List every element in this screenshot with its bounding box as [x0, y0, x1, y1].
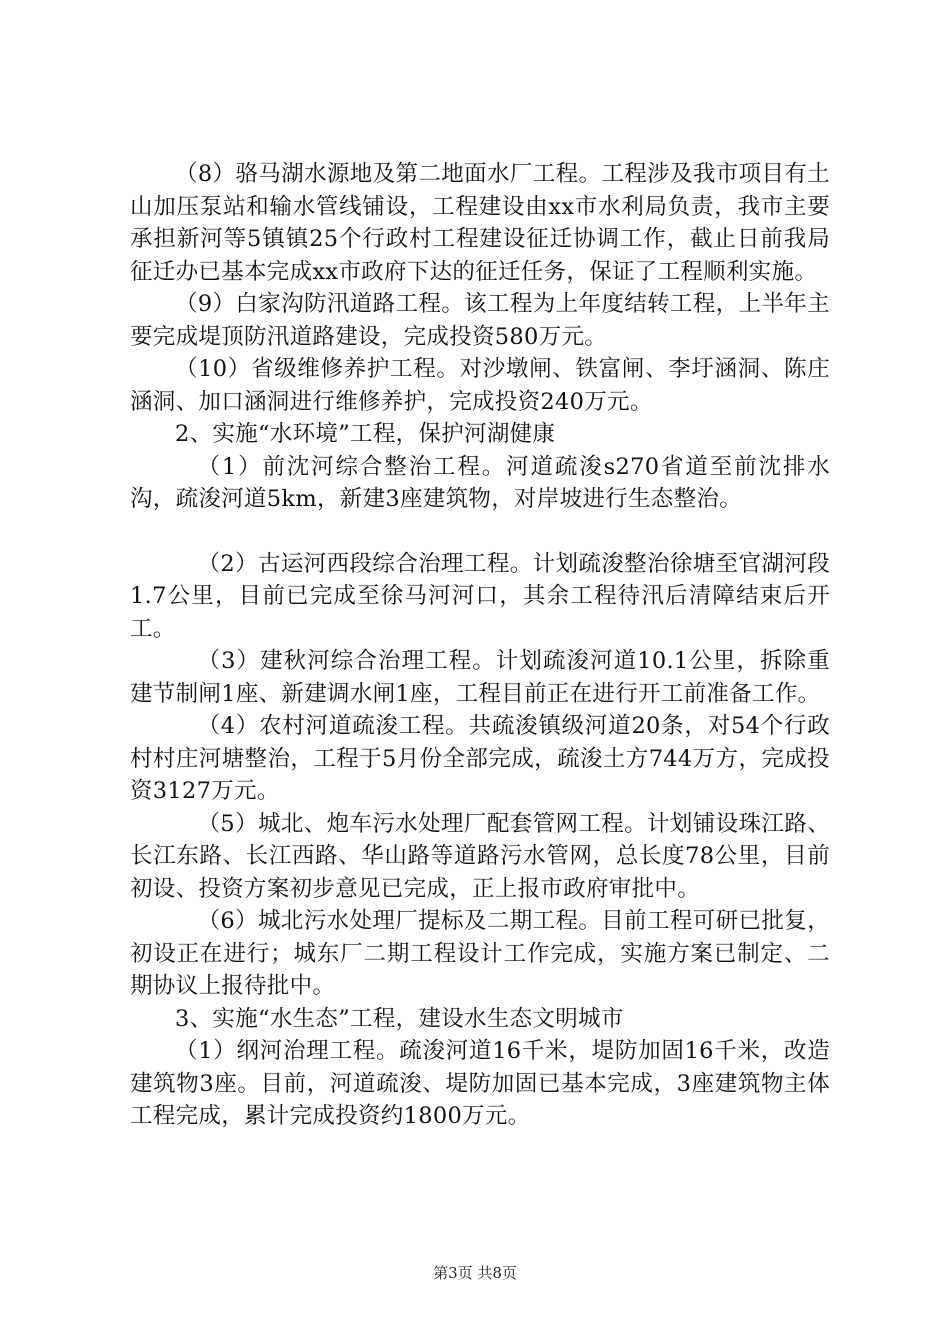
paragraph-10: （10）省级维修养护工程。对沙墩闸、铁富闸、李圩涵洞、陈庄涵洞、加口涵洞进行维修养护，完成投资240万元。: [130, 356, 830, 415]
paragraph-env-2: （2）古运河西段综合治理工程。计划疏浚整治徐塘至官湖河段1.7公里，目前已完成至徐马河河口，其余工程待汛后清障结束后开工。: [130, 550, 830, 642]
section-heading-water-ecology: 3、实施“水生态”工程，建设水生态文明城市: [175, 1005, 624, 1032]
section-heading-water-environment: 2、实施“水环境”工程，保护河湖健康: [175, 421, 556, 447]
paragraph-env-3: （3）建秋河综合治理工程。计划疏浚河道10.1公里，拆除重建节制闸1座、新建调水闸1座，工程目前正在进行开工前准备工作。: [130, 648, 830, 707]
page-number-footer: 第3页 共8页: [433, 1264, 517, 1282]
paragraph-8: （8）骆马湖水源地及第二地面水厂工程。工程涉及我市项目有土山加压泵站和输水管线铺设，工程建设由xx市水利局负责，我市主要承担新河等5镇镇25个行政村工程建设征迁协调工作，截止日前我局征迁办已基本完成xx市政府下达的征迁任务，保证了工程顺利实施。: [130, 161, 830, 285]
document-body: [130, 158, 830, 1133]
paragraph-9: （9）白家沟防汛道路工程。该工程为上年度结转工程，上半年主要完成堤顶防汛道路建设，完成投资580万元。: [130, 291, 830, 350]
paragraph-env-4: （4）农村河道疏浚工程。共疏浚镇级河道20条，对54个行政村村庄河塘整治，工程于5月份全部完成，疏浚土方744万方，完成投资3127万元。: [130, 713, 830, 804]
paragraph-env-5: （5）城北、炮车污水处理厂配套管网工程。计划铺设珠江路、长江东路、长江西路、华山路等道路污水管网，总长度78公里，目前初设、投资方案初步意见已完成，正上报市政府审批中。: [130, 810, 830, 902]
paragraph-env-1: （1）前沈河综合整治工程。河道疏浚s270省道至前沈排水沟，疏浚河道5km，新建3座建筑物，对岸坡进行生态整治。: [130, 453, 830, 512]
paragraph-eco-1: （1）纲河治理工程。疏浚河道16千米，堤防加固16千米，改造建筑物3座。目前，河道疏浚、堤防加固已基本完成，3座建筑物主体工程完成，累计完成投资约1800万元。: [130, 1038, 830, 1129]
paragraph-env-6: （6）城北污水处理厂提标及二期工程。目前工程可研已批复，初设正在进行；城东厂二期工程设计工作完成，实施方案已制定、二期协议上报待批中。: [130, 908, 830, 999]
